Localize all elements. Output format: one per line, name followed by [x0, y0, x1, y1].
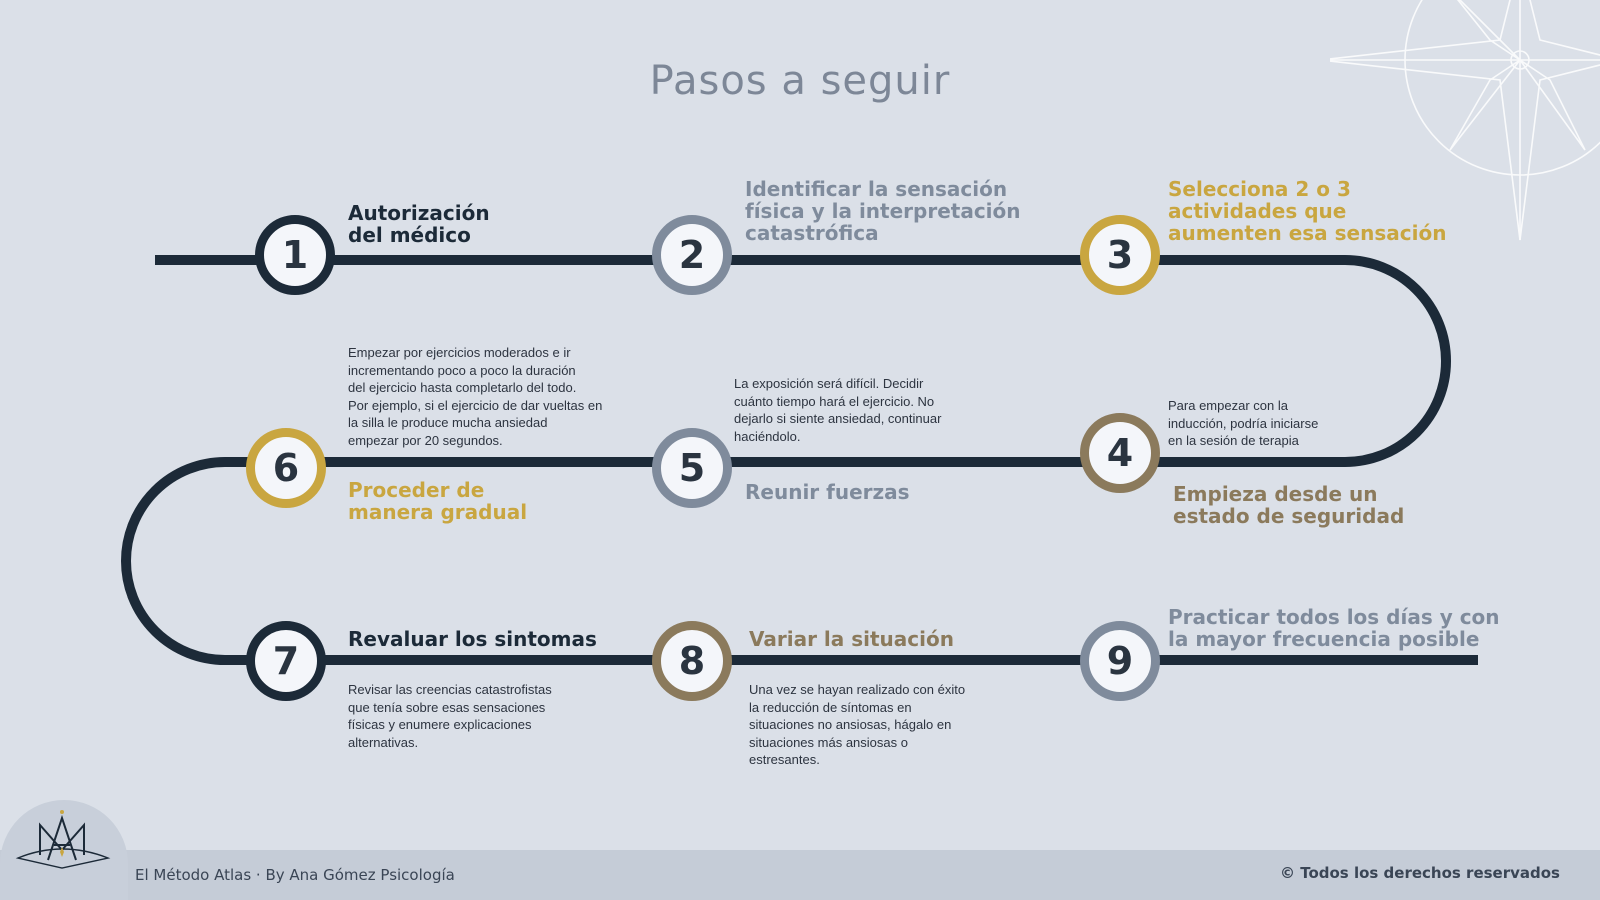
step-9-number: 9: [1106, 639, 1134, 683]
footer-copyright: © Todos los derechos reservados: [1279, 864, 1560, 882]
step-6-circle: [246, 428, 326, 508]
step-8-heading: Variar la situación: [749, 627, 954, 651]
step-7-description: Revisar las creencias catastrofistas que tenía sobre esas sensaciones físicas y enumere explicaciones alternativas.: [348, 682, 552, 750]
step-7-number: 7: [272, 639, 300, 683]
step-6-number: 6: [272, 446, 300, 490]
step-5-number: 5: [678, 446, 706, 490]
step-7-heading: Revaluar los sintomas: [348, 627, 597, 651]
step-6-description: Empezar por ejercicios moderados e ir incrementando poco a poco la duración del ejercicio hasta completarlo del todo. Por ejemplo, si el ejercicio de dar vueltas en la silla le produce mucha ansiedad empezar por 20 segundos.: [348, 345, 603, 448]
step-8-circle: [652, 621, 732, 701]
step-9-circle: [1080, 621, 1160, 701]
step-7-circle: [246, 621, 326, 701]
step-3-heading: Selecciona 2 o 3 actividades que aumenten esa sensación: [1168, 177, 1447, 245]
step-3-number: 3: [1106, 233, 1134, 277]
step-4-description: Para empezar con la inducción, podría iniciarse en la sesión de terapia: [1168, 398, 1319, 448]
step-9-heading: Practicar todos los días y con la mayor frecuencia posible: [1168, 605, 1500, 651]
step-5-circle: [652, 428, 732, 508]
step-8-number: 8: [678, 639, 706, 683]
step-1-heading: Autorización del médico: [348, 201, 490, 247]
step-6-heading: Proceder de manera gradual: [348, 478, 528, 524]
step-1-circle: [255, 215, 335, 295]
step-5-heading: Reunir fuerzas: [745, 480, 910, 504]
step-1-number: 1: [281, 233, 309, 277]
footer-brand-text: El Método Atlas · By Ana Gómez Psicología: [135, 866, 455, 884]
step-4-circle: [1080, 413, 1160, 493]
step-5-description: La exposición será difícil. Decidir cuánto tiempo hará el ejercicio. No dejarlo si siente ansiedad, continuar haciéndolo.: [734, 376, 942, 444]
page-title: Pasos a seguir: [649, 58, 951, 104]
step-2-circle: [652, 215, 732, 295]
step-8-description: Una vez se hayan realizado con éxito la reducción de síntomas en situaciones no ansiosas, hágalo en situaciones más ansiosas o estresantes.: [749, 682, 966, 767]
step-2-heading: Identificar la sensación física y la interpretación catastrófica: [745, 177, 1021, 245]
step-2-number: 2: [678, 233, 706, 277]
step-4-heading: Empieza desde un estado de seguridad: [1173, 482, 1405, 528]
step-3-circle: [1080, 215, 1160, 295]
step-4-number: 4: [1106, 431, 1134, 475]
